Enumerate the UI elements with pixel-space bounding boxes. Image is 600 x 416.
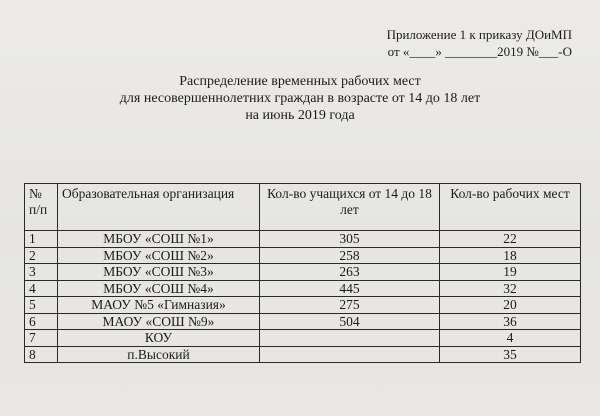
appendix-line-2: от «____» ________2019 №___-О — [387, 44, 572, 59]
cell-num: 5 — [25, 297, 58, 314]
cell-jobs: 35 — [440, 346, 581, 363]
cell-org: МБОУ «СОШ №3» — [58, 264, 260, 281]
cell-org: МАОУ «СОШ №9» — [58, 313, 260, 330]
cell-jobs: 20 — [440, 297, 581, 314]
cell-org: МБОУ «СОШ №2» — [58, 247, 260, 264]
cell-students: 305 — [260, 231, 440, 248]
appendix-header — [387, 26, 572, 60]
header-num: № п/п — [25, 184, 58, 231]
table-row — [25, 264, 581, 281]
cell-org: КОУ — [58, 330, 260, 347]
cell-num: 2 — [25, 247, 58, 264]
table-row — [25, 346, 581, 363]
header-org: Образовательная организация — [58, 184, 260, 231]
cell-students: 258 — [260, 247, 440, 264]
cell-org: п.Высокий — [58, 346, 260, 363]
cell-students — [260, 346, 440, 363]
table-row — [25, 313, 581, 330]
cell-num: 8 — [25, 346, 58, 363]
table-row — [25, 231, 581, 248]
cell-students — [260, 330, 440, 347]
title-line-1: Распределение временных рабочих мест — [179, 74, 421, 89]
cell-jobs: 36 — [440, 313, 581, 330]
cell-num: 6 — [25, 313, 58, 330]
header-students: Кол-во учащихся от 14 до 18 лет — [260, 184, 440, 231]
cell-jobs: 32 — [440, 280, 581, 297]
cell-org: МБОУ «СОШ №1» — [58, 231, 260, 248]
cell-students: 275 — [260, 297, 440, 314]
cell-org: МБОУ «СОШ №4» — [58, 280, 260, 297]
header-jobs: Кол-во рабочих мест — [440, 184, 581, 231]
cell-num: 4 — [25, 280, 58, 297]
table-row — [25, 247, 581, 264]
cell-num: 7 — [25, 330, 58, 347]
cell-students: 445 — [260, 280, 440, 297]
cell-jobs: 4 — [440, 330, 581, 347]
cell-students: 504 — [260, 313, 440, 330]
table-row — [25, 297, 581, 314]
cell-jobs: 19 — [440, 264, 581, 281]
distribution-table — [24, 183, 581, 363]
document-title — [60, 73, 540, 124]
cell-num: 3 — [25, 264, 58, 281]
appendix-line-1: Приложение 1 к приказу ДОиМП — [386, 27, 572, 42]
table-header-row — [25, 184, 581, 231]
cell-org: МАОУ №5 «Гимназия» — [58, 297, 260, 314]
title-line-2: для несовершеннолетних граждан в возрасте от 14 до 18 лет — [119, 91, 481, 106]
table-row — [25, 280, 581, 297]
cell-jobs: 18 — [440, 247, 581, 264]
cell-jobs: 22 — [440, 231, 581, 248]
table-row — [25, 330, 581, 347]
cell-num: 1 — [25, 231, 58, 248]
title-line-3: на июнь 2019 года — [245, 108, 355, 123]
cell-students: 263 — [260, 264, 440, 281]
